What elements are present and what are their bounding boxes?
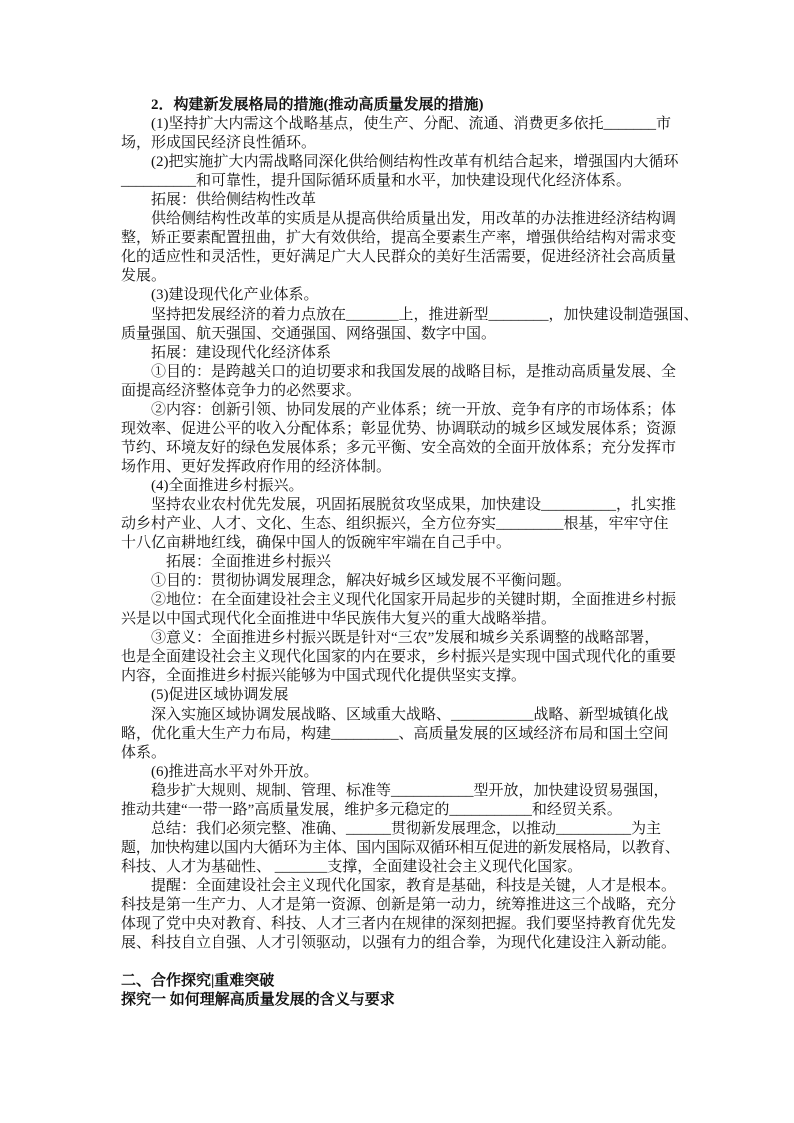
text-line: 体现了党中央对教育、科技、人才三者内在规律的深刻把握。我们要坚持教育优先发 [121,916,677,933]
cooperative-inquiry-heading: 二、合作探究|重难突破 [121,973,275,990]
summary-paragraph [121,820,681,877]
rural-revitalization-purpose [121,572,681,591]
text-line: __________和可靠性，提升国际循环质量和水平，加快建设现代化经济体系。 [121,173,632,190]
measure-2-paragraph [121,153,681,191]
text-line: 现效率、促进公平的收入分配体系；彰显优势、协调联动的城乡区域发展体系；资源 [121,420,677,437]
text-line: 稳步扩大规则、规制、管理、标准等___________型开放，加快建设贸易强国， [151,782,669,799]
text-line: (3)建设现代化产业体系。 [151,287,319,304]
measure-4-paragraph [121,496,681,553]
text-line: 坚持农业农村优先发展，巩固拓展脱贫攻坚成果，加快建设__________，扎实推 [151,496,677,513]
text-line: ③意义：全面推进乡村振兴既是针对“三农”发展和城乡关系调整的战略部署， [151,630,660,647]
text-line: 十八亿亩耕地红线，确保中国人的饭碗牢牢端在自己手中。 [121,535,512,552]
text-line: 供给侧结构性改革的实质是从提高供给质量出发，用改革的办法推进经济结构调 [151,211,677,228]
text-line: 体系。 [121,744,167,761]
blank-line [121,953,681,972]
text-line: ①目的：贯彻协调发展理念，解决好城乡区域发展不平衡问题。 [151,573,572,590]
text-line: 深入实施区域协调发展战略、区域重大战略、___________战略、新型城镇化战 [151,706,669,723]
measure-3-title [121,286,681,305]
text-line: 拓展：建设现代化经济体系 [151,344,332,361]
text-line: 提醒：全面建设社会主义现代化国家，教育是基础，科技是关键，人才是根本。 [151,877,677,894]
modern-economy-content [121,401,681,477]
text-line: 略，优化重大生产力布局，构建_________、高质量发展的区域经济布局和国土空间 [121,725,669,742]
text-line: 科技、人才为基础性、 _______支撑，全面建设社会主义现代化国家。 [121,858,583,875]
measure-3-paragraph [121,306,699,344]
document-body [121,96,699,1010]
text-line: 题，加快构建以国内大循环为主体、国内国际双循环相互促进的新发展格局，以教育、 [121,839,680,856]
modern-economy-purpose [121,363,681,401]
text-line: 发展。 [121,268,167,285]
reminder-paragraph [121,877,681,953]
text-line: (6)推进高水平对外开放。 [151,763,319,780]
text-line: 整，矫正要素配置扭曲，扩大有效供给，提高全要素生产率，增强供给结构对需求变 [121,230,677,247]
measure-5-title [121,686,681,705]
text-line: 拓展：供给侧结构性改革 [151,192,317,209]
rural-revitalization-significance [121,629,681,686]
text-line: 内容，全面推进乡村振兴能够为中国式现代化提供坚实支撑。 [121,668,527,685]
text-line: 拓展：全面推进乡村振兴 [166,554,332,571]
text-line: ②地位：在全面建设社会主义现代化国家开局起步的关键时期，全面推进乡村振 [151,592,677,609]
inquiry-1-heading: 探究一 如何理解高质量发展的含义与要求 [121,992,395,1009]
measure-1-paragraph [121,115,681,153]
text-line: 科技是第一生产力、人才是第一资源、创新是第一动力，统筹推进这三个战略，充分 [121,896,677,913]
text-line: 坚持把发展经济的着力点放在_______上，推进新型________，加快建设制造强国、 [151,306,699,323]
text-line: 展、科技自立自强、人才引领驱动，以强有力的组合拳，为现代化建设注入新动能。 [121,935,677,952]
text-line: 化的适应性和灵活性，更好满足广大人民群众的美好生活需要，促进经济社会高质量 [121,249,677,266]
measures-heading: 2．构建新发展格局的措施(推动高质量发展的措施) [151,97,484,113]
measure-4-title [121,477,681,496]
measure-5-paragraph [121,706,681,763]
text-line: (4)全面推进乡村振兴。 [151,477,304,494]
text-line: ②内容：创新引领、协同发展的产业体系；统一开放、竞争有序的市场体系；体 [151,401,677,418]
extension-title-modern-economy [121,344,681,363]
text-line: 质量强国、航天强国、交通强国、网络强国、数字中国。 [121,325,497,342]
measure-6-title [121,763,681,782]
text-line: 兴是以中国式现代化全面推进中华民族伟大复兴的重大战略举措。 [121,611,557,628]
text-line: 面提高经济整体竞争力的必然要求。 [121,382,362,399]
text-line: 场，形成国民经济良性循环。 [121,135,317,152]
text-line: (1)坚持扩大内需这个战略基点，使生产、分配、流通、消费更多依托_______市 [151,116,671,133]
supply-side-reform-paragraph [121,210,681,286]
measure-6-paragraph [121,782,681,820]
text-line: (5)促进区域协调发展 [151,687,289,704]
text-line: 场作用、更好发挥政府作用的经济体制。 [121,458,392,475]
text-line: 推动共建“一带一路”高质量发展，维护多元稳定的___________和经贸关系。 [121,801,622,818]
text-line: (2)把实施扩大内需战略同深化供给侧结构性改革有机结合起来，增强国内大循环 [151,154,679,171]
text-line: ①目的：是跨越关口的迫切要求和我国发展的战略目标，是推动高质量发展、全 [151,363,677,380]
text-line: 也是全面建设社会主义现代化国家的内在要求，乡村振兴是实现中国式现代化的重要 [121,649,677,666]
extension-title-rural-revitalization [121,553,681,572]
text-line: 动乡村产业、人才、文化、生态、组织振兴，全方位夯实_________根基，牢牢守住 [121,516,669,533]
text-line: 总结：我们必须完整、准确、______贯彻新发展理念，以推动__________为主 [151,820,662,837]
rural-revitalization-status [121,591,681,629]
text-line: 节约、环境友好的绿色发展体系；多元平衡、安全高效的全面开放体系；充分发挥市 [121,439,677,456]
extension-title-supply-side-reform [121,191,681,210]
